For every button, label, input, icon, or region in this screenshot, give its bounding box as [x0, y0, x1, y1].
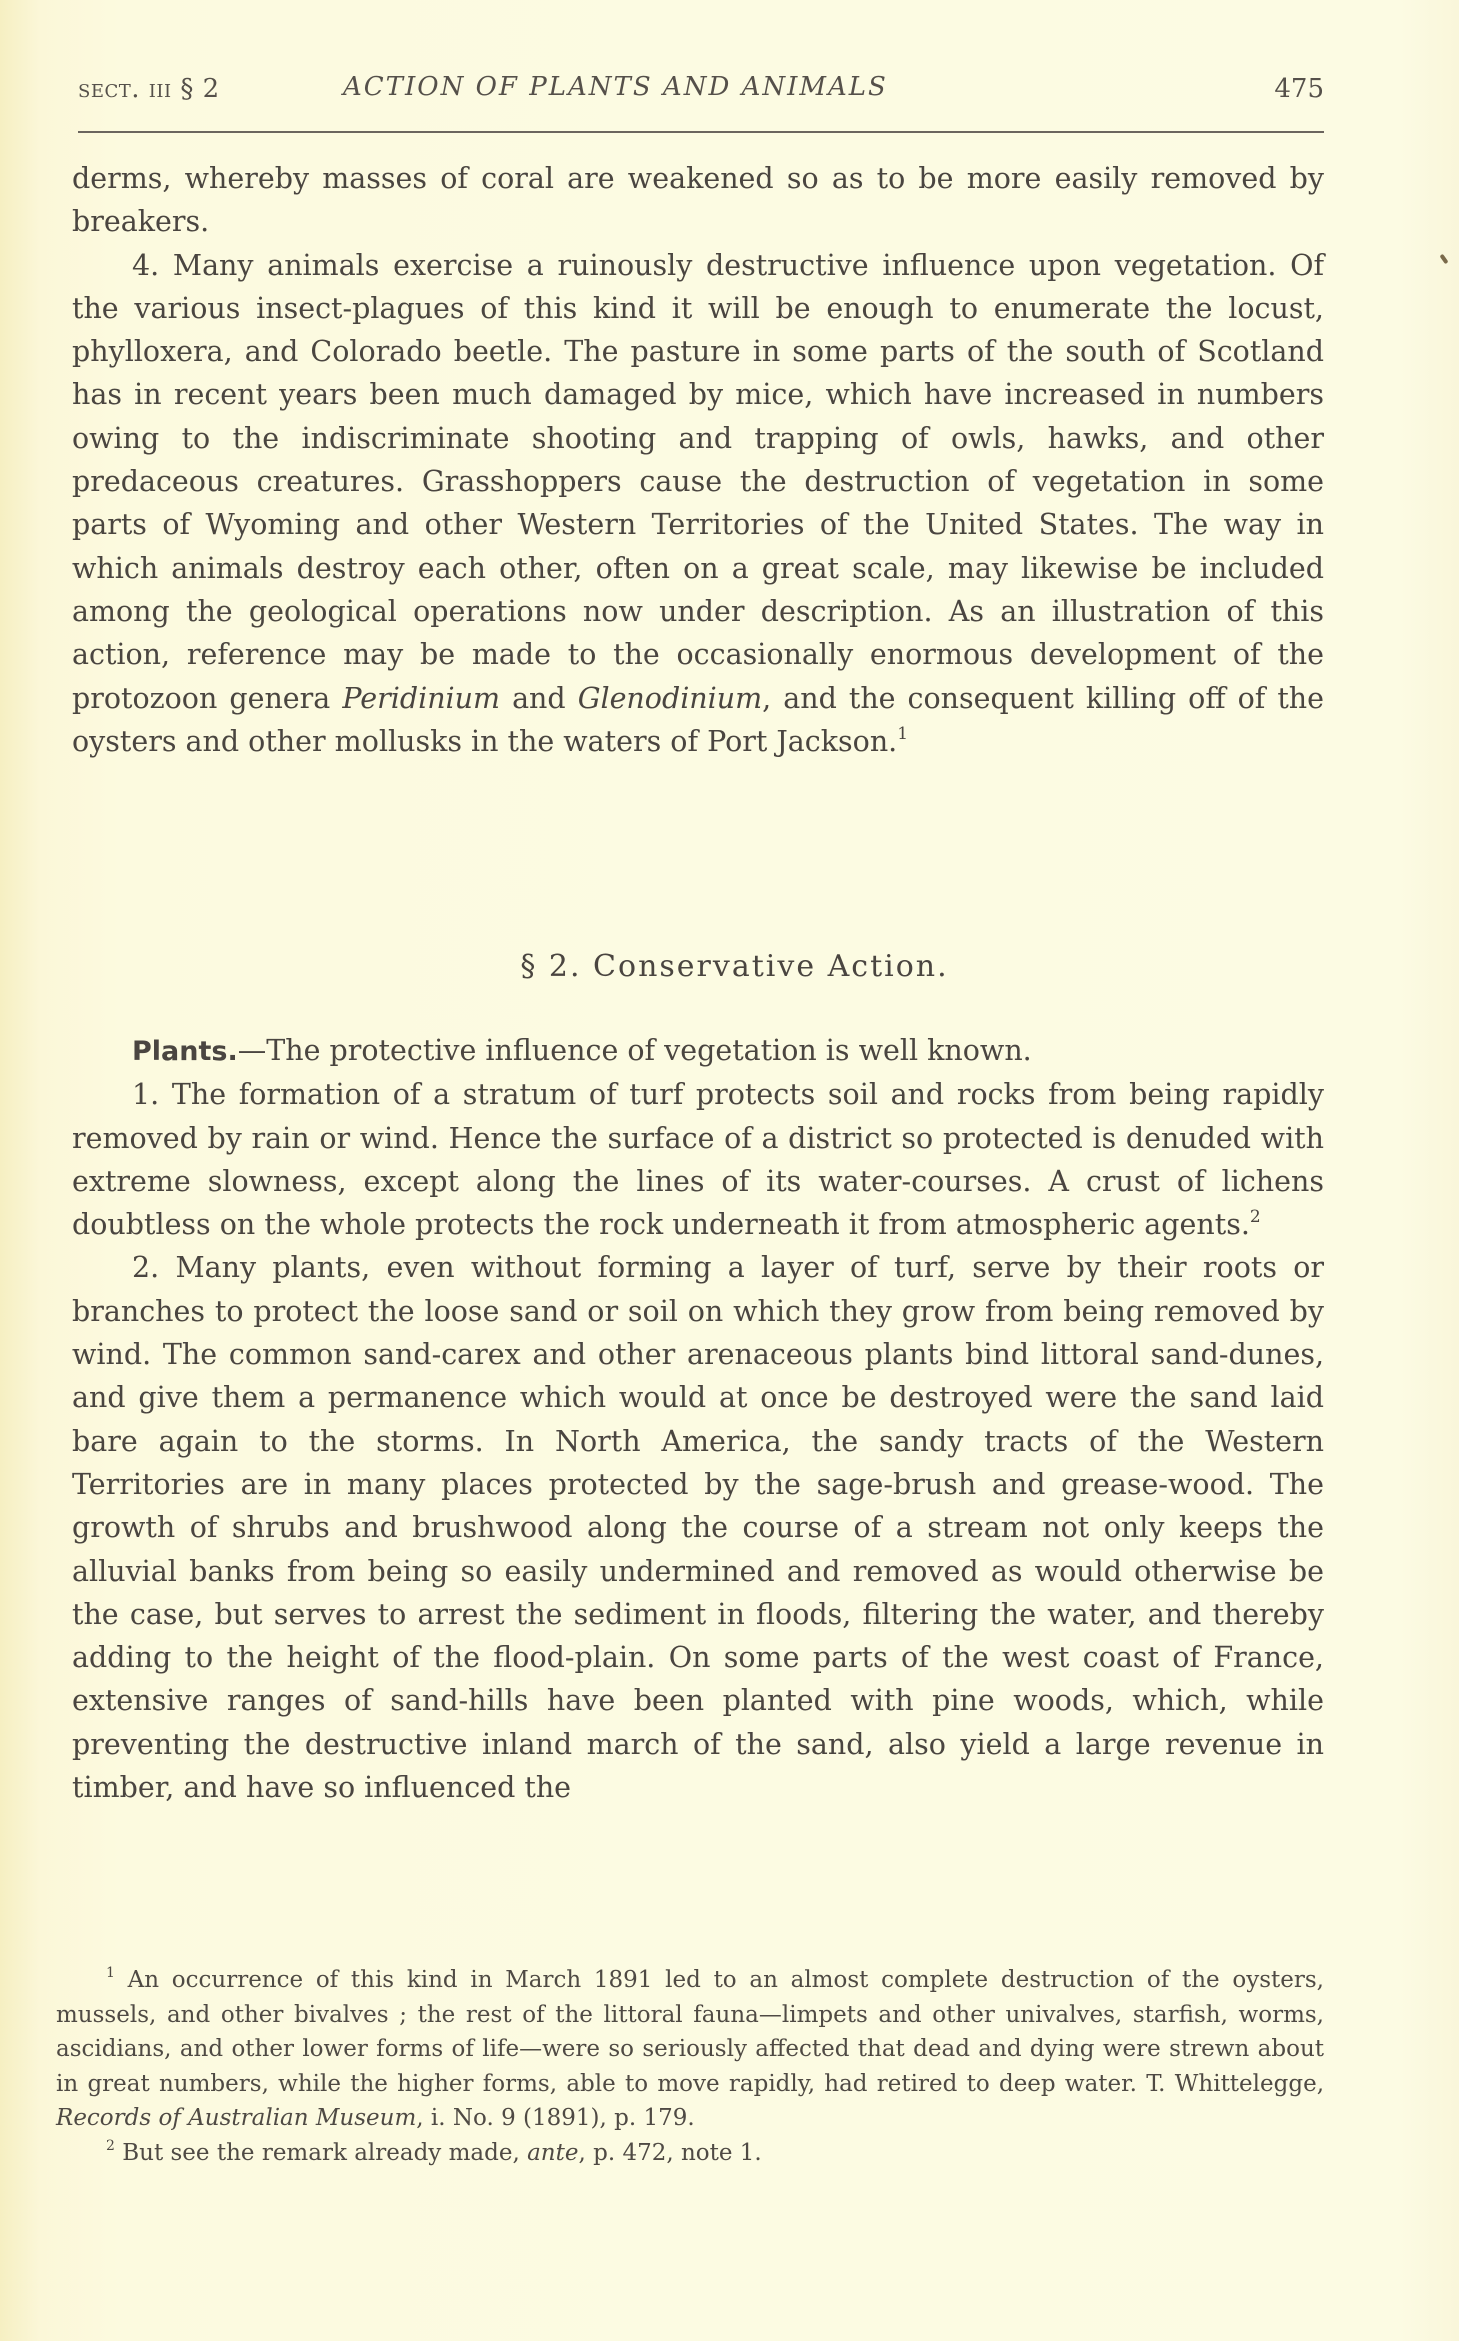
footnote-marker-2: 2: [106, 2137, 115, 2154]
paragraph-item-1: [72, 1073, 1324, 1246]
footnotes: [56, 1963, 1324, 2171]
footnote-1-citation-title: Records of Australian Museum: [56, 2105, 417, 2132]
top-text-block: [72, 157, 1324, 763]
plants-lead-paragraph: [72, 1029, 1324, 1073]
page-number: 475: [1274, 74, 1324, 104]
section-reference: sect. iii § 2: [78, 74, 220, 104]
footnote-2-reference: , p. 472, note 1.: [578, 2139, 762, 2166]
running-head: [78, 72, 1324, 112]
footnote-2: [56, 2136, 1324, 2171]
section-heading: § 2. Conservative Action.: [520, 949, 949, 984]
paragraph-item-4: [72, 244, 1324, 764]
item-4-text-b: and: [500, 681, 578, 715]
genus-peridinium: Peridinium: [342, 681, 501, 715]
plants-label: Plants.: [132, 1036, 238, 1067]
footnote-1-text: An occurrence of this kind in March 1891 led to an almost complete destruction of the oysters, mussels, and other bivalves ; the rest of the littoral fauna—limpets and other univalves, starfish, worms, ascidians, and other lower forms of life—were so seriously affected that dead and dying were strewn about in great numbers, while the higher forms, able to move rapidly, had retired to deep water. T. Whittelegge,: [56, 1967, 1324, 2097]
footnote-2-text: But see the remark already made,: [122, 2139, 528, 2166]
item-4-text-a: 4. Many animals exercise a ruinously destructive influence upon vegetation. Of the various insect-plagues of this kind it will be enough to enumerate the locust, phylloxera, and Colorado beetle. The pasture in some parts of the south of Scotland has in recent years been much damaged by mice, which have increased in numbers owing to the indiscriminate shooting and trapping of owls, hawks, and other predaceous creatures. Grasshoppers cause the destruction of vegetation in some parts of Wyoming and other Western Territories of the United States. The way in which animals destroy each other, often on a great scale, may likewise be included among the geological operations now under description. As an illustration of this action, reference may be made to the occasionally enormous development of the protozoon genera: [72, 248, 1324, 715]
footnote-2-ante: ante: [527, 2139, 579, 2166]
chapter-title: ACTION OF PLANTS AND ANIMALS: [343, 72, 888, 102]
footnote-ref-2[interactable]: 2: [1249, 1207, 1261, 1228]
footnote-1: [56, 1963, 1324, 2136]
main-text-block: [72, 1029, 1324, 1809]
genus-glenodinium: Glenodinium: [577, 681, 763, 715]
header-rule: [78, 131, 1324, 133]
footnote-marker-1: 1: [106, 1965, 115, 1981]
plants-lead-text: —The protective influence of vegetation is well known.: [237, 1034, 1032, 1067]
item-1-text: 1. The formation of a stratum of turf protects soil and rocks from being rapidly removed by rain or wind. Hence the surface of a district so protected is denuded with extreme slowness, except along the lines of its water-courses. A crust of lichens doubtless on the whole protects the rock underneath it from atmospheric agents.: [72, 1078, 1324, 1242]
continuation-paragraph: derms, whereby masses of coral are weakened so as to be more easily removed by breakers.: [72, 162, 1324, 239]
paper-blemish: [1439, 254, 1448, 264]
paragraph-item-2: 2. Many plants, even without forming a layer of turf, serve by their roots or branches to protect the loose sand or soil on which they grow from being removed by wind. The common sand-carex and other arenaceous plants bind littoral sand-dunes, and give them a permanence which would at once be destroyed were the sand laid bare again to the storms. In North America, the sandy tracts of the Western Territories are in many places protected by the sage-brush and grease-wood. The growth of shrubs and brushwood along the course of a stream not only keeps the alluvial banks from being so easily undermined and removed as would otherwise be the case, but serves to arrest the sediment in floods, filtering the water, and thereby adding to the height of the flood-plain. On some parts of the west coast of France, extensive ranges of sand-hills have been planted with pine woods, which, while preventing the destructive inland march of the sand, also yield a large revenue in timber, and have so influenced the: [72, 1251, 1324, 1805]
item-4-text-c: , and the consequent killing off of the oysters and other mollusks in the waters of Port Jackson.: [72, 681, 1324, 758]
footnote-1-citation-detail: , i. No. 9 (1891), p. 179.: [416, 2105, 695, 2132]
footnote-ref-1[interactable]: 1: [897, 723, 909, 744]
